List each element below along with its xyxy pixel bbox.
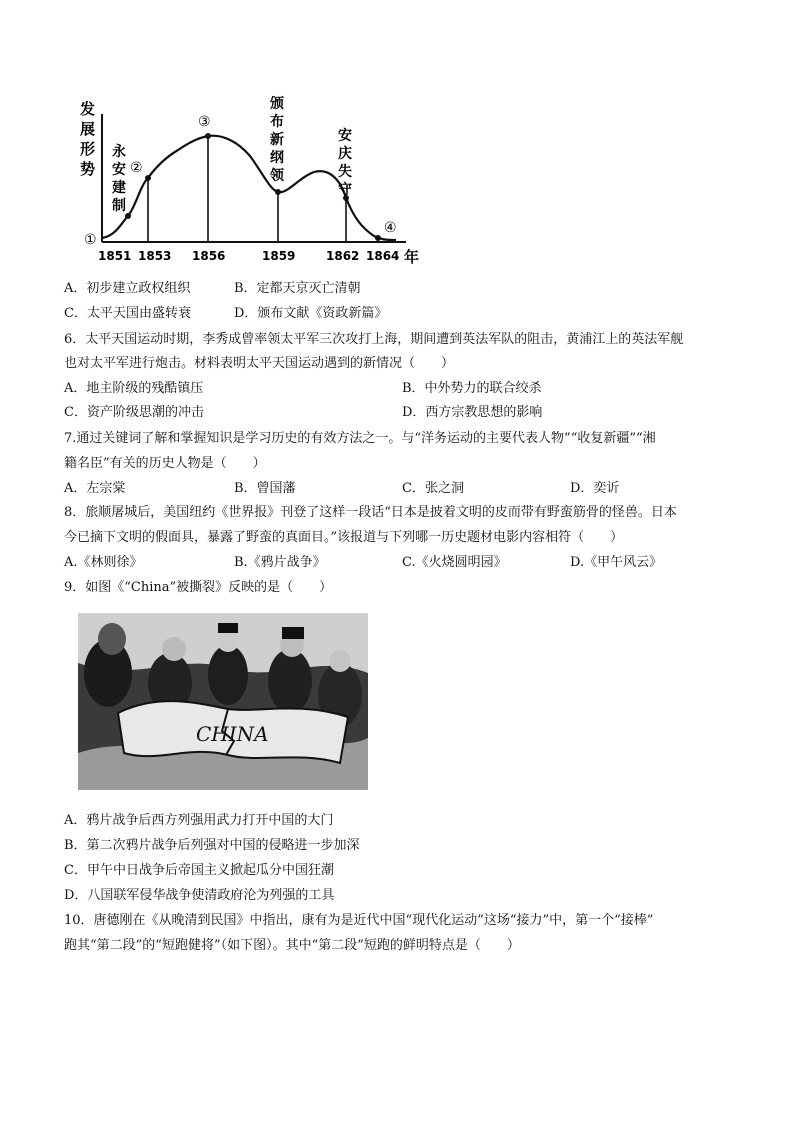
trend-chart-svg: [78, 94, 428, 266]
q10-stem-line1: 10．唐德刚在《从晚清到民国》中指出，康有为是近代中国“现代化运动”这场“接力”中，第一个“接棒”: [64, 913, 654, 928]
tick-1853: 1853: [138, 249, 172, 263]
tick-1862: 1862: [326, 249, 360, 263]
q5-option-a: A．初步建立政权组织: [64, 281, 191, 296]
tick-1856: 1856: [192, 249, 226, 263]
q9-stem: 9．如图《“China”被撕裂》反映的是（ ）: [64, 580, 333, 595]
anno-anqing-2: 庆: [338, 146, 352, 162]
y-label-char-4: 势: [80, 160, 96, 178]
q8-option-b: B.《鸦片战争》: [234, 555, 326, 570]
x-unit: 年: [404, 248, 420, 266]
q6-option-c: C．资产阶级思潮的冲击: [64, 405, 204, 420]
q9-option-c: C．甲午中日战争后帝国主义掀起瓜分中国狂潮: [64, 863, 334, 878]
q5-option-d: D．颁布文献《资政新篇》: [234, 306, 388, 321]
q6-option-a: A．地主阶级的残酷镇压: [64, 381, 204, 396]
q6-option-b: B．中外势力的联合绞杀: [402, 381, 542, 396]
q7-option-d: D．奕䜣: [570, 481, 620, 496]
point-1864: [375, 235, 381, 241]
trend-chart: [78, 94, 428, 266]
q7-option-c: C．张之洞: [402, 481, 464, 496]
tick-1851: 1851: [98, 249, 132, 263]
q10-stem-line2: 跑其“第二段”的“短跑健将”（如下图）。其中“第二段”短跑的鲜明特点是（ ）: [64, 938, 520, 953]
y-label-char-2: 展: [80, 120, 96, 138]
point-1856: [205, 133, 211, 139]
anno-anqing-3: 失: [338, 164, 352, 180]
marker-4: ④: [384, 220, 397, 236]
anno-banbu-2: 布: [270, 114, 284, 130]
q8-option-a: A.《林则徐》: [64, 555, 143, 570]
anno-banbu-1: 颁: [270, 96, 284, 112]
anno-banbu-5: 领: [270, 168, 284, 184]
china-torn-cartoon: [78, 613, 368, 790]
q6-option-d: D．西方宗教思想的影响: [402, 405, 543, 420]
q8-option-d: D.《甲午风云》: [570, 555, 663, 570]
q9-option-a: A．鸦片战争后西方列强用武力打开中国的大门: [64, 813, 334, 828]
q7-stem-line1: 7.通过关键词了解和掌握知识是学习历史的有效方法之一。与“洋务运动的主要代表人物”“收复新疆”“湘: [64, 431, 656, 446]
q8-option-c: C.《火烧圆明园》: [402, 555, 507, 570]
tick-1864: 1864: [366, 249, 400, 263]
anno-yongan-3: 建: [112, 180, 126, 196]
anno-yongan-2: 安: [112, 162, 126, 178]
q5-option-b: B．定都天京灭亡清朝: [234, 281, 361, 296]
anno-banbu-4: 纲: [270, 150, 284, 166]
marker-2: ②: [130, 160, 143, 176]
q8-stem-line1: 8．旅顺屠城后，美国纽约《世界报》刊登了这样一段话“日本是披着文明的皮而带有野蛮筋骨的怪兽。日本: [64, 505, 677, 520]
tick-1859: 1859: [262, 249, 296, 263]
anno-yongan-1: 永: [112, 144, 126, 160]
anno-anqing-4: 守: [338, 182, 352, 198]
q9-option-d: D．八国联军侵华战争使清政府沦为列强的工具: [64, 888, 335, 903]
q5-option-c: C．太平天国由盛转衰: [64, 306, 191, 321]
q9-option-b: B．第二次鸦片战争后列强对中国的侵略进一步加深: [64, 838, 360, 853]
q8-stem-line2: 今已摘下文明的假面具，暴露了野蛮的真面目。”该报道与下列哪一历史题材电影内容相符（ ）: [64, 530, 624, 545]
point-1859: [275, 189, 281, 195]
anno-banbu-3: 新: [270, 132, 284, 148]
q7-option-a: A．左宗棠: [64, 481, 126, 496]
anno-yongan-4: 制: [112, 198, 126, 214]
point-1853: [145, 175, 151, 181]
y-label-char-3: 形: [80, 140, 96, 158]
marker-3: ③: [198, 114, 211, 130]
q7-stem-line2: 籍名臣”有关的历史人物是（ ）: [64, 456, 266, 471]
cartoon-china-text: CHINA: [196, 722, 269, 746]
anno-anqing-1: 安: [338, 128, 352, 144]
q6-stem-line2: 也对太平军进行炮击。材料表明太平天国运动遇到的新情况（ ）: [64, 356, 455, 371]
y-label-char-1: 发: [80, 100, 96, 118]
marker-1: ①: [84, 232, 97, 248]
q6-stem-line1: 6．太平天国运动时期，李秀成曾率领太平军三次攻打上海，期间遭到英法军队的阻击，黄浦江上的英法军舰: [64, 332, 684, 347]
cartoon-illustration: [78, 613, 368, 790]
q7-option-b: B．曾国藩: [234, 481, 296, 496]
